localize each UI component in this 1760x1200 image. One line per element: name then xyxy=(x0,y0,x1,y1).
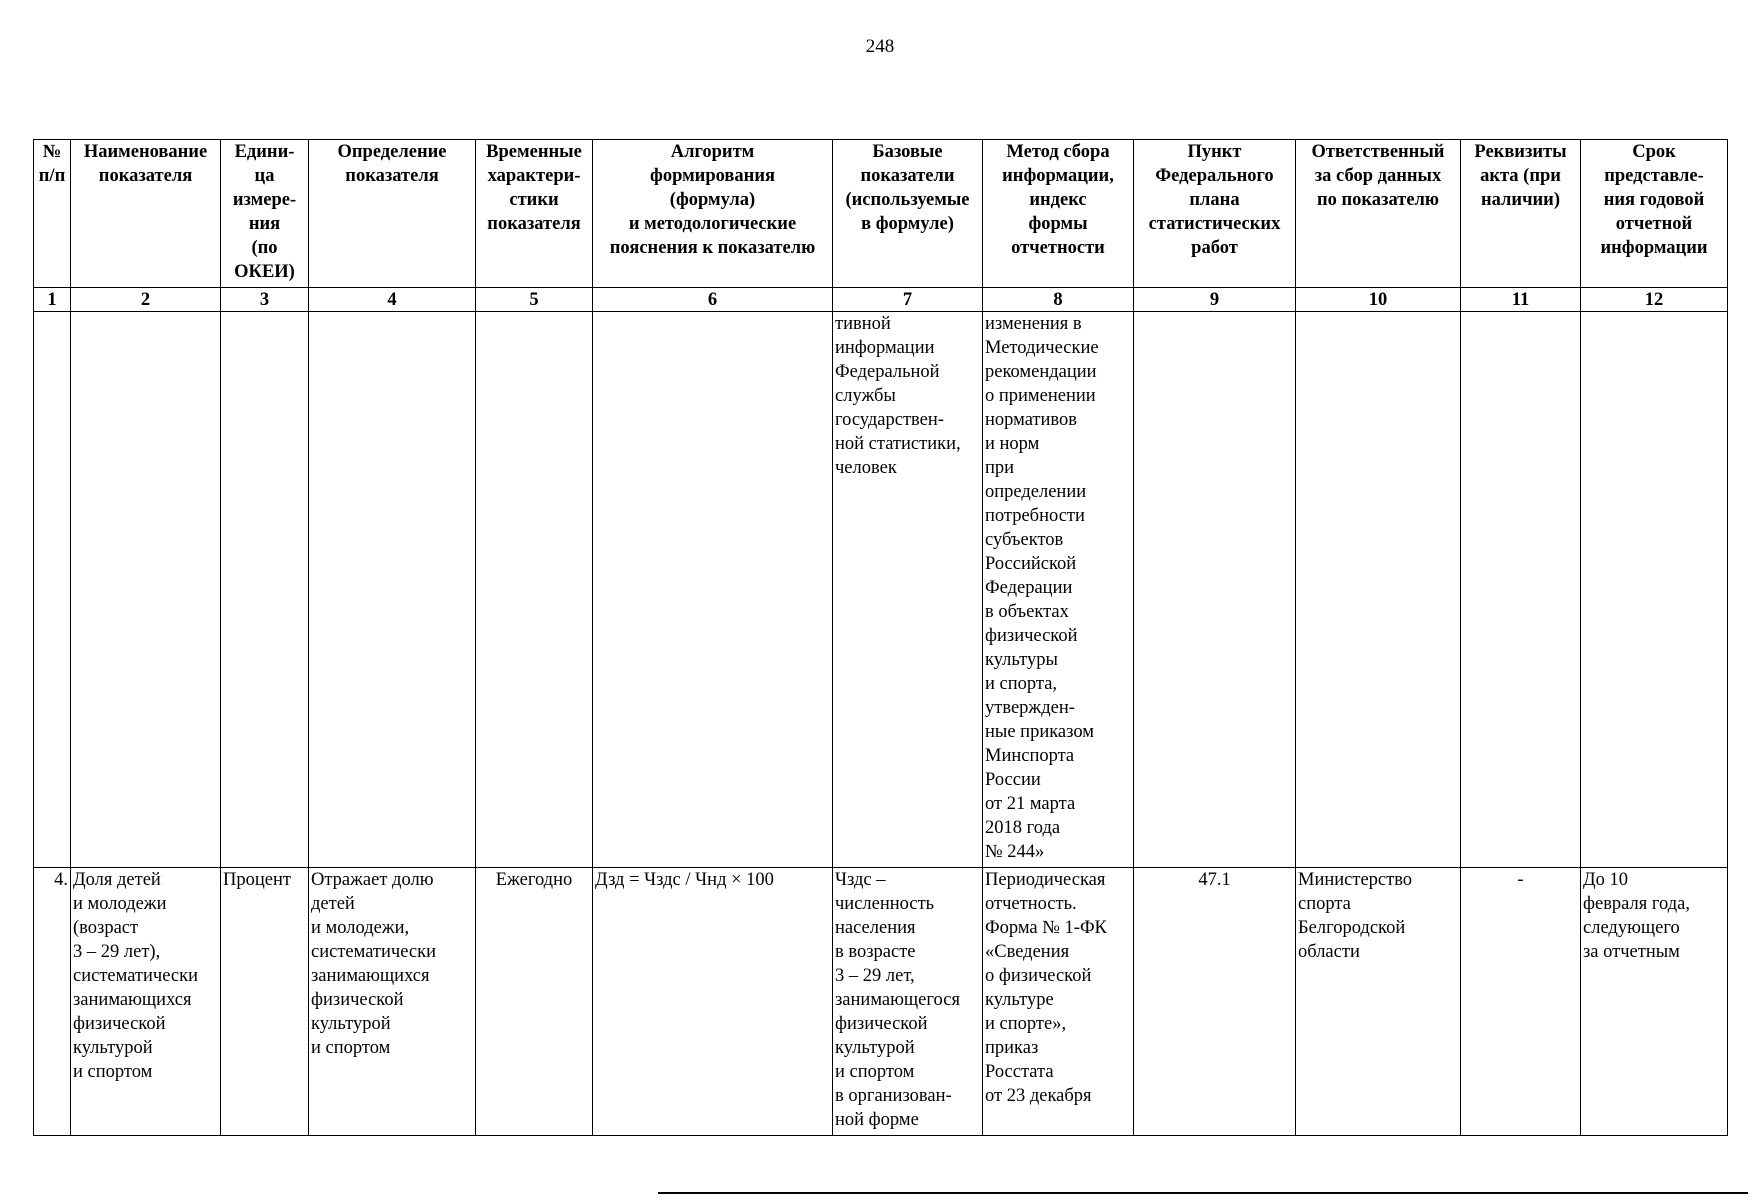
indicator-table xyxy=(33,139,1728,1136)
cell-definition xyxy=(309,312,476,868)
cell-time-characteristics: Ежегодно xyxy=(476,868,593,1136)
table-row-4 xyxy=(34,868,1728,1136)
header-algorithm: Алгоритм формирования (формула) и методологические пояснения к показателю xyxy=(593,140,833,288)
column-number: 12 xyxy=(1581,288,1728,312)
cell-number xyxy=(34,312,71,868)
header-time-characteristics: Временные характери- стики показателя xyxy=(476,140,593,288)
cell-plan-item xyxy=(1134,312,1296,868)
column-number: 5 xyxy=(476,288,593,312)
cell-responsible: Министерство спорта Белгородской области xyxy=(1296,868,1461,1136)
header-plan-item: Пункт Федерального плана статистических работ xyxy=(1134,140,1296,288)
cell-algorithm: Дзд = Чздс / Чнд × 100 xyxy=(593,868,833,1136)
cell-unit xyxy=(221,312,309,868)
header-collection-method: Метод сбора информации, индекс формы отчетности xyxy=(983,140,1134,288)
cell-indicator-name xyxy=(71,312,221,868)
cell-definition: Отражает долю детей и молодежи, систематически занимающихся физической культурой и спортом xyxy=(309,868,476,1136)
cell-time-characteristics xyxy=(476,312,593,868)
cell-base-indicators: Чздс – численность населения в возрасте 3 – 29 лет, занимающегося физической культурой и спортом в организован- ной форме xyxy=(833,868,983,1136)
cell-plan-item: 47.1 xyxy=(1134,868,1296,1136)
header-definition: Определение показателя xyxy=(309,140,476,288)
cell-unit: Процент xyxy=(221,868,309,1136)
header-row xyxy=(34,140,1728,288)
column-number-row xyxy=(34,288,1728,312)
header-unit: Едини- ца измере- ния (по ОКЕИ) xyxy=(221,140,309,288)
header-indicator-name: Наименование показателя xyxy=(71,140,221,288)
column-number: 10 xyxy=(1296,288,1461,312)
cell-collection-method: изменения в Методические рекомендации о применении нормативов и норм при определении потребности субъектов Российской Федерации в объектах физической культуры и спорта, утвержден- ные приказом Минспорта России от 21 марта 2018 года № 244» xyxy=(983,312,1134,868)
table-row-continuation xyxy=(34,312,1728,868)
header-responsible: Ответственный за сбор данных по показателю xyxy=(1296,140,1461,288)
cell-deadline xyxy=(1581,312,1728,868)
cell-act-details xyxy=(1461,312,1581,868)
cell-algorithm xyxy=(593,312,833,868)
column-number: 3 xyxy=(221,288,309,312)
cell-collection-method: Периодическая отчетность. Форма № 1-ФК «Сведения о физической культуре и спорте», приказ Росстата от 23 декабря xyxy=(983,868,1134,1136)
header-number: № п/п xyxy=(34,140,71,288)
cell-base-indicators: тивной информации Федеральной службы государствен- ной статистики, человек xyxy=(833,312,983,868)
header-deadline: Срок представле- ния годовой отчетной информации xyxy=(1581,140,1728,288)
cell-deadline: До 10 февраля года, следующего за отчетным xyxy=(1581,868,1728,1136)
cell-number: 4. xyxy=(34,868,71,1136)
bottom-rule xyxy=(658,1192,1748,1194)
column-number: 8 xyxy=(983,288,1134,312)
column-number: 9 xyxy=(1134,288,1296,312)
column-number: 2 xyxy=(71,288,221,312)
cell-indicator-name: Доля детей и молодежи (возраст 3 – 29 лет), систематически занимающихся физической культурой и спортом xyxy=(71,868,221,1136)
column-number: 11 xyxy=(1461,288,1581,312)
header-base-indicators: Базовые показатели (используемые в формуле) xyxy=(833,140,983,288)
column-number: 1 xyxy=(34,288,71,312)
column-number: 6 xyxy=(593,288,833,312)
column-number: 4 xyxy=(309,288,476,312)
page-number: 248 xyxy=(865,36,895,57)
column-number: 7 xyxy=(833,288,983,312)
cell-responsible xyxy=(1296,312,1461,868)
header-act-details: Реквизиты акта (при наличии) xyxy=(1461,140,1581,288)
cell-act-details: - xyxy=(1461,868,1581,1136)
